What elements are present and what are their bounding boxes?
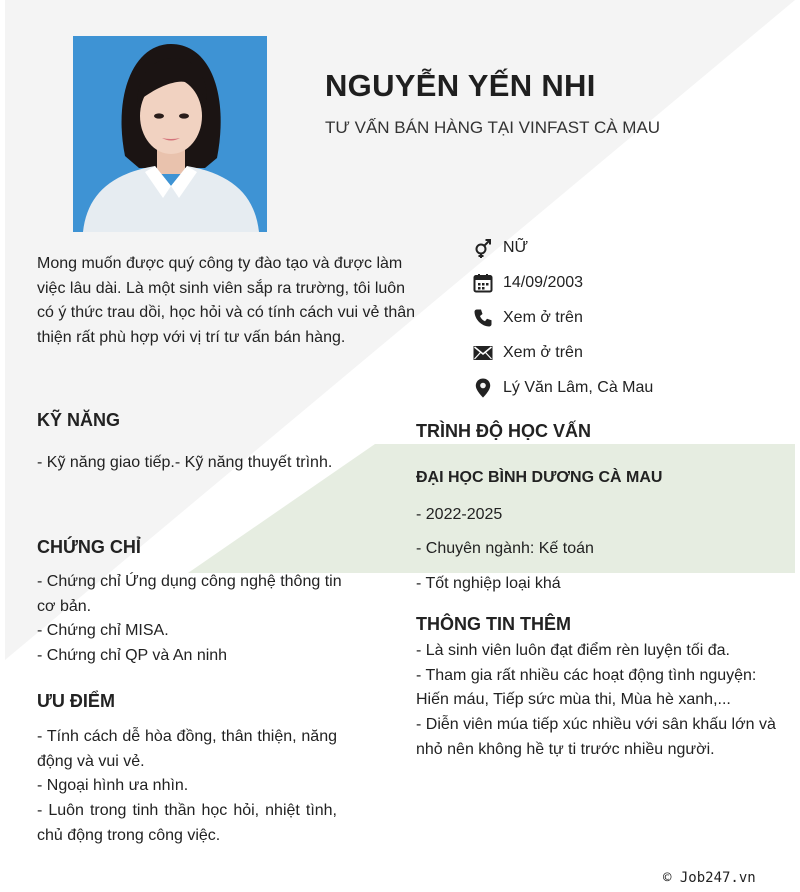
strengths-heading: ƯU ĐIỂM xyxy=(37,691,115,711)
extra-info-heading: THÔNG TIN THÊM xyxy=(416,614,571,634)
extra-info-list xyxy=(416,639,786,763)
contact-birthday xyxy=(472,265,792,300)
skills-text: - Kỹ năng giao tiếp.- Kỹ năng thuyết trình. xyxy=(37,454,333,471)
skills-heading: KỸ NĂNG xyxy=(37,410,121,430)
footer-credit: © Job247.vn xyxy=(663,870,756,886)
contact-info xyxy=(472,230,792,405)
gender-value: NỮ xyxy=(503,238,529,256)
address-value: Lý Văn Lâm, Cà Mau xyxy=(503,378,654,396)
phone-value: Xem ở trên xyxy=(503,308,583,326)
birthday-value: 14/09/2003 xyxy=(503,273,584,291)
phone-icon xyxy=(472,307,494,329)
contact-address xyxy=(472,370,792,405)
job-title: TƯ VẤN BÁN HÀNG TẠI VINFAST CÀ MAU xyxy=(325,118,661,137)
list-item: - Ngoại hình ưa nhìn. xyxy=(37,777,189,795)
career-summary: Mong muốn được quý công ty đào tạo và được làm việc lâu dài. Là một sinh viên sắp ra trường, tôi luôn có ý thức trau dồi, học hỏi và có tính cách vui vẻ thân thiện rất phù hợp với vị trí tư vấn bán hàng. xyxy=(37,255,416,347)
list-item: - Là sinh viên luôn đạt điểm rèn luyện tối đa. xyxy=(416,642,730,659)
list-item: - Chứng chỉ MISA. xyxy=(37,622,169,640)
list-item: - Chứng chỉ Ứng dụng công nghệ thông tin cơ bản. xyxy=(37,573,342,615)
certificates-list xyxy=(37,570,342,669)
school-name: ĐẠI HỌC BÌNH DƯƠNG CÀ MAU xyxy=(416,469,663,486)
location-pin-icon xyxy=(472,377,494,399)
calendar-icon xyxy=(472,272,494,294)
education-major: - Chuyên ngành: Kế toán xyxy=(416,540,594,557)
email-value: Xem ở trên xyxy=(503,343,583,361)
list-item: - Tham gia rất nhiều các hoạt động tình nguyện: Hiến máu, Tiếp sức mùa thi, Mùa hè xanh,... xyxy=(416,666,757,709)
list-item: - Diễn viên múa tiếp xúc nhiều với sân khấu lớn và nhỏ nên không hề tự ti trước nhiều người. xyxy=(416,716,776,758)
contact-email xyxy=(472,335,792,370)
education-heading: TRÌNH ĐỘ HỌC VẤN xyxy=(416,421,591,441)
list-item: - Chứng chỉ QP và An ninh xyxy=(37,647,228,665)
email-icon xyxy=(472,342,494,364)
list-item: - Luôn trong tinh thần học hỏi, nhiệt tình, chủ động trong công việc. xyxy=(37,802,337,844)
education-grade: - Tốt nghiệp loại khá xyxy=(416,575,561,592)
strengths-list xyxy=(37,725,337,849)
profile-photo xyxy=(73,36,267,232)
contact-phone xyxy=(472,300,792,335)
contact-gender xyxy=(472,230,792,265)
certificates-heading: CHỨNG CHỈ xyxy=(37,537,141,557)
gender-icon xyxy=(472,237,494,259)
list-item: - Tính cách dễ hòa đồng, thân thiện, năng động và vui vẻ. xyxy=(37,728,337,770)
candidate-name: NGUYỄN YẾN NHI xyxy=(325,68,596,103)
education-years: - 2022-2025 xyxy=(416,506,503,523)
